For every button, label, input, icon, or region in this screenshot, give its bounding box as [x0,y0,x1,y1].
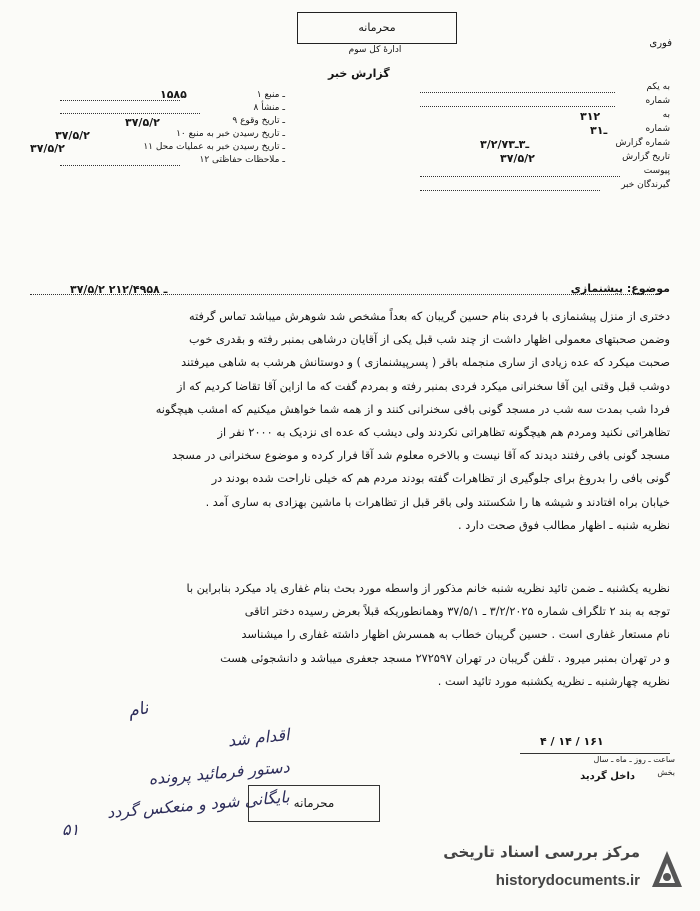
registration-date-label: ساعت ـ روز ـ ماه ـ سال [593,755,675,764]
right-field: شماره [420,96,670,110]
left-field: ۱۵۸۵ ۱ ـ منبع [35,90,285,103]
divider [30,294,660,295]
body-line: وضمن صحبتهای معمولی اظهار داشت از چند شب قبل یکی از آقایان درشاهی بمنبر رفته و بقدری خوب [188,333,670,347]
classification-stamp-bottom: محرمانه [248,785,380,822]
registration-entry: داخل گردید [580,771,635,782]
registration-unit: بخش [657,768,675,777]
classification-stamp: محرمانه [297,12,457,44]
opinion-line: توجه به بند ۲ تلگراف شماره ۳/۲/۲۰۲۵ ـ ۳۷/۵/۱ وهمانطوریکه قبلاً بعرض رسیده دختر اتاقی [244,605,670,619]
report-title: گزارش خبر [328,67,390,80]
handwritten-note: اقدام شد [226,724,291,751]
opinion-line: نظریه چهارشنبه ـ نظریه یکشنبه مورد تائید است . [437,674,670,688]
handwritten-note: دستور فرمائید پرونده [147,757,291,789]
body-line: دوشب قبل وقتی این آقا سخنرانی میکرد فردی بمنبر رفته و بمردم گفت که ما ازاین آقا تقاضا کردیم که از [176,379,670,393]
subject-label: موضوع: پیشنمازی [570,282,670,295]
body-line: گونی بافی را بدروغ برای جلوگیری از تظاهرات گفته بودند مردم هم که خیلی ناراحت شده بودند در [211,472,670,486]
body-line: فردا شب بمدت سه شب در مسجد گونی بافی سخنرانی کنند و از همه شما خواهش میکنیم که امشب هیچگونه [155,402,670,416]
report-body [38,305,670,537]
body-line: خیابان براه افتادند و شیشه ها را شکستند ولی باقر قبل از تظاهرات با ماشین بهزادی به ساری آمد . [205,495,670,509]
left-field: ۳۷/۵/۲ ۱۰ ـ تاریخ رسیدن خبر به منبع [55,129,285,142]
body-line: نظریه شنبه ـ اظهار مطالب فوق صحت دارد . [458,518,670,532]
right-field: ۳/۲/۷ـ۳ـ۳ شماره گزارش [480,138,670,151]
right-field: پیوست [420,166,670,180]
body-line: تظاهراتی نکنید ومردم هم هیچگونه تظاهراتی نکردند ولی دیشب که عده ای نزدیک به ۲۰۰۰ نفر از [217,426,670,440]
right-field: ۳ـ۱ شماره [590,124,670,137]
right-field: گیرندگان خبر [420,180,670,194]
footer-title: مرکز بررسی اسناد تاریخی [443,843,640,861]
opinion-line: نام مستعار غفاری است . حسین گریبان خطاب به همسرش اظهار داشته غفاری را میشناسد [241,628,670,642]
left-field: ۸ ـ منشأ [35,103,285,116]
right-field: ۳۱۲ به [580,110,670,123]
left-fields [30,88,285,168]
left-field: ۳۷/۵/۲ ۱۱ ـ تاریخ رسیدن خبر به عملیات محل [30,142,285,155]
opinion-line: و در تهران بمنبر میرود . تلفن گریبان در تهران ۲۷۲۵۹۷ مسجد جعفری میباشد و دانشجوئی هست [220,651,670,665]
opinion-line: نظریه یکشنبه ـ ضمن تائید نظریه شنبه خانم مذکور از واسطه مورد بحث بنام غفاری یاد میکرد بنابراین با [186,582,670,595]
handwritten-note: نام [126,698,151,722]
archive-footer [433,839,688,901]
footer-url: historydocuments.ir [495,872,640,889]
left-field: ۱۲ ـ ملاحظات حفاظتی [35,155,285,168]
body-line: مسجد گونی بافی رفتند دیدند که آقا نیست و بالاخره معلوم شد آقا فرار کرده و موضوع سخنرانی در مسجد [172,449,670,463]
registration-number: ۴ / ۱۴ / ۱۶۱ [540,735,604,748]
opinions-section [38,577,670,693]
right-fields [420,82,670,194]
archive-logo-icon [648,847,686,893]
reference-number: ۳۷/۵/۲ ـ ۲۱۲/۴۹۵۸ [70,283,168,296]
right-field: ۳۷/۵/۲ تاریخ گزارش [500,152,670,165]
right-field: به یکم [420,82,670,96]
handwritten-note: بایگانی شود و منعکس گردد [106,787,291,823]
body-line: صحبت میکرد که عده زیادی از ساری منجمله باقر ( پسرپیشنمازی ) و دوستانش هرشب به شاهی میرفتند [181,356,670,370]
registration-stamp [520,735,675,790]
office-label: ادارهٔ کل سوم [348,45,402,55]
priority-label: فوری [649,38,672,49]
left-field: ۳۷/۵/۲ ۹ ـ تاریخ وقوع [125,116,285,129]
body-line: دختری از منزل پیشنمازی با فردی بنام حسین گریبان که بعداً مشخص شد شوهرش میباشد تماس گرفته [189,310,670,323]
handwritten-note: ۵۱ [62,820,80,839]
